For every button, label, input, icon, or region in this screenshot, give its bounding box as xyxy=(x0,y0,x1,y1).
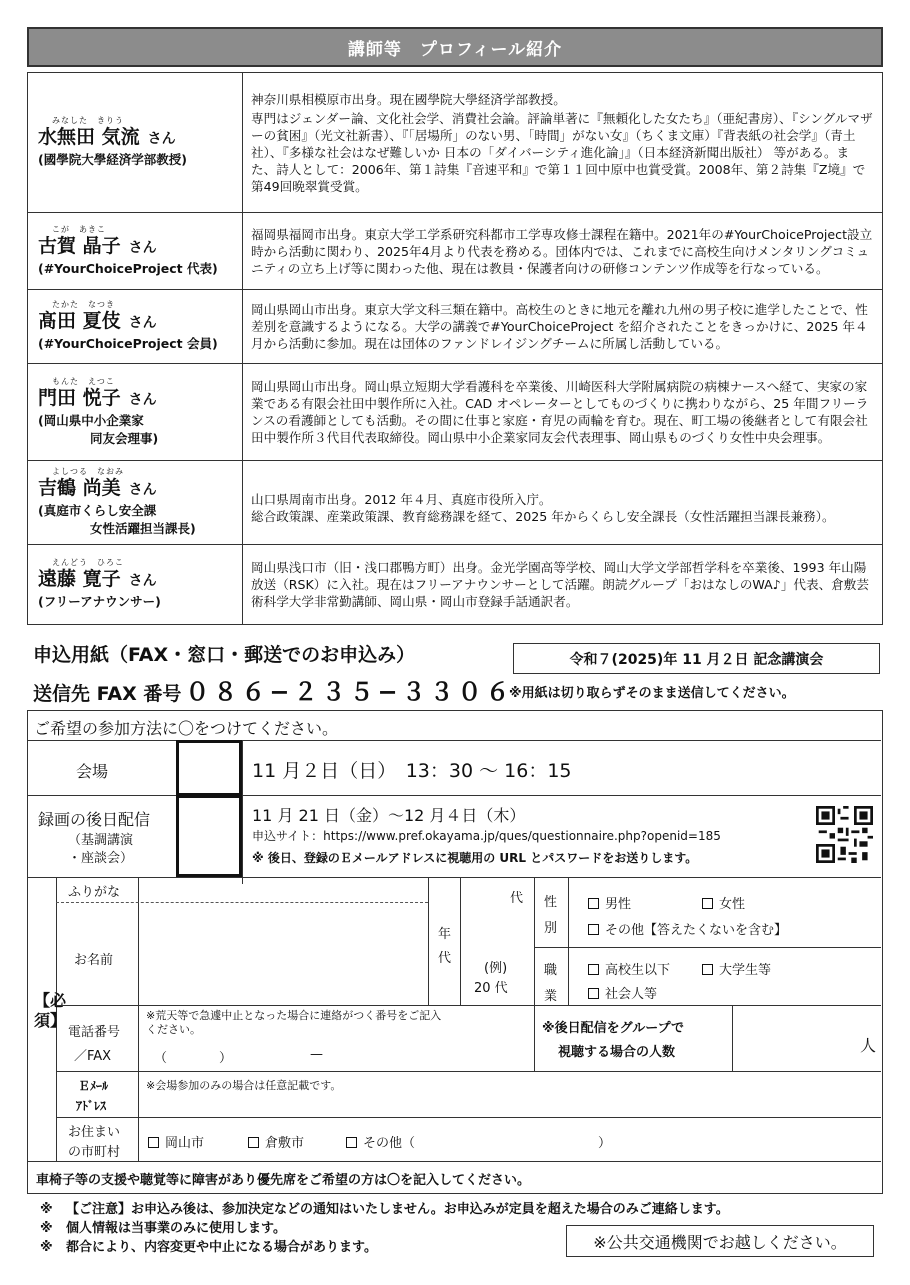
video-label: 録画の後日配信 xyxy=(38,810,151,829)
checkbox-icon xyxy=(148,1137,159,1148)
bio-paragraph: 岡山県岡山市出身。岡山県立短期大学看護科を卒業後、川崎医科大学附属病院の病棟ナースへ経て、実家の家業である有限会社田中製作所に入社。CAD オペレーターとしてものづくりに携わりながら、25 年間フリーランスの看護師としても活動。その間に仕事と家庭・育児の両輪を育む。現在、町工場の後継者として有限会社田中製作所３代目代表取締役。岡山県中小企業家同友会代表理事、岡山県ものづくり女性中央会理事。 xyxy=(251,379,869,445)
speaker-name: 遠藤 寛子 xyxy=(38,568,121,590)
phone-note: ※荒天等で急遽中止となった場合に連絡がつく番号をご記入ください。 xyxy=(146,1009,442,1036)
transit-notice: ※公共交通機関でお越しください。 xyxy=(566,1225,874,1257)
note-item: ※ 都合により、内容変更や中止になる場合があります。 xyxy=(40,1240,377,1255)
city-label: お住まい xyxy=(68,1125,121,1140)
video-checkbox[interactable] xyxy=(176,795,242,877)
profile-row xyxy=(28,364,883,461)
bio-paragraph: 総合政策課、産業政策課、教育総務課を経て、2025 年からくらし安全課長（女性活躍担当課長兼務）。 xyxy=(251,508,835,524)
phone-label: ／FAX xyxy=(74,1049,112,1064)
venue-label: 会場 xyxy=(76,762,109,781)
video-site-url[interactable]: 申込サイト：https://www.pref.okayama.jp/ques/questionnaire.php?openid=185 xyxy=(252,829,721,843)
fax-label: 送信先 FAX 番号 xyxy=(33,683,182,705)
speaker-ruby: えんどう ひろこ xyxy=(52,558,124,567)
job-option-highschool[interactable]: 高校生以下 xyxy=(588,959,670,978)
age-input[interactable] xyxy=(462,878,530,944)
speaker-ruby: たかた なつき xyxy=(52,300,115,309)
venue-datetime: 11 月２日（日） 13：30 〜 16：15 xyxy=(252,760,572,782)
speaker-ruby: みなした きりう xyxy=(52,116,124,125)
bio-paragraph: 岡山県岡山市出身。東京大学文科三類在籍中。高校生のときに地元を離れ九州の男子校に進学したことで、性差別を意識するようになる。大学の講義で#YourChoiceProject を紹介されたことをきっかけに、2025 年４月から活動に参加。現在は団体のファンドレイジングチームに所属し活動している。 xyxy=(251,302,868,351)
profile-section-header: 講師等 プロフィール紹介 xyxy=(27,27,883,67)
speaker-name-cell xyxy=(28,290,243,364)
name-input[interactable] xyxy=(140,904,426,1004)
speaker-ruby: よしつる なおみ xyxy=(52,467,124,476)
furigana-label: ふりがな xyxy=(68,885,121,900)
speaker-ruby: もんた えつこ xyxy=(52,376,115,386)
checkbox-icon xyxy=(588,924,599,935)
honorific: さん xyxy=(128,239,157,256)
name-label: お名前 xyxy=(74,953,114,968)
group-count-unit: 人 xyxy=(860,1036,877,1055)
honorific: さん xyxy=(147,131,176,147)
qr-code-icon xyxy=(816,806,873,863)
speaker-name-cell xyxy=(28,545,243,625)
job-label: 業 xyxy=(544,989,558,1004)
speaker-affiliation: (岡山県中小企業家 xyxy=(38,412,144,428)
checkbox-icon xyxy=(346,1137,357,1148)
city-option-other[interactable]: その他（ xyxy=(346,1132,415,1151)
honorific: さん xyxy=(128,482,157,498)
profile-row xyxy=(28,545,883,625)
venue-checkbox[interactable] xyxy=(176,740,242,796)
profile-row xyxy=(28,73,883,213)
group-count-input[interactable] xyxy=(734,1007,856,1069)
speaker-name: 水無田 気流 xyxy=(38,126,140,148)
age-label: 年 xyxy=(438,927,452,942)
bio-paragraph: 岡山県浅口市（旧・浅口郡鴨方町）出身。金光学園高等学校、岡山大学文学部哲学科を卒業後、1993 年山陽放送（RSK）に入社。現在はフリーアナウンサーとして活躍。朗読グループ「おはなしのWA♪」代表、倉敷芸術科学大学非常勤講師、岡山県・岡山市登録手話通訳者。 xyxy=(251,560,869,609)
speaker-name-cell xyxy=(28,461,243,545)
honorific: さん xyxy=(128,573,157,589)
checkbox-icon xyxy=(588,898,599,909)
profile-row xyxy=(28,290,883,364)
age-example: (例) xyxy=(484,961,508,976)
gender-label: 別 xyxy=(544,921,558,936)
speaker-bio xyxy=(243,364,883,461)
furigana-input[interactable] xyxy=(140,878,426,901)
job-option-working[interactable]: 社会人等 xyxy=(588,983,657,1002)
video-dates: 11 月 21 日（金）〜12 月４日（木） xyxy=(252,806,526,825)
send-note: ※用紙は切り取らずそのまま送信してください。 xyxy=(509,686,795,701)
gender-option-male[interactable]: 男性 xyxy=(588,893,631,912)
profile-row xyxy=(28,213,883,290)
age-example-value: 20 代 xyxy=(474,981,508,996)
city-other-close: ） xyxy=(598,1136,612,1151)
speaker-ruby: こが あきこ xyxy=(52,224,106,234)
checkbox-icon xyxy=(702,964,713,975)
video-sub: （基調講演 xyxy=(68,833,134,848)
fax-destination xyxy=(33,672,514,707)
speaker-name-cell xyxy=(28,213,243,290)
speaker-bio xyxy=(243,461,883,545)
checkbox-icon xyxy=(248,1137,259,1148)
gender-option-other[interactable]: その他【答えたくないを含む】 xyxy=(588,919,787,938)
bio-paragraph: 神奈川県相模原市出身。現在國學院大學経済学部教授。 xyxy=(251,91,566,107)
required-label: 【必須】 xyxy=(34,991,67,1030)
speaker-name-cell xyxy=(28,73,243,213)
phone-dash: — xyxy=(310,1047,323,1062)
speaker-affiliation: 同友会理事) xyxy=(90,430,159,446)
city-label: の市町村 xyxy=(68,1145,121,1160)
email-label: Ｅﾒｰﾙ xyxy=(78,1079,109,1093)
speaker-bio xyxy=(243,545,883,625)
event-name-box: 令和７(2025)年 11 月２日 記念講演会 xyxy=(513,643,880,674)
age-suffix: 代 xyxy=(510,891,524,906)
form-instruction: ご希望の参加方法に〇をつけてください。 xyxy=(34,719,339,738)
speaker-name: 古賀 晶子 xyxy=(38,234,121,257)
speaker-bio xyxy=(243,290,883,364)
gender-option-female[interactable]: 女性 xyxy=(702,893,745,912)
bio-paragraph: 山口県周南市出身。2012 年４月、真庭市役所入庁。 xyxy=(251,491,552,507)
speaker-affiliation: (#YourChoiceProject 代表) xyxy=(38,260,218,276)
honorific: さん xyxy=(128,315,157,331)
speaker-affiliation: (國學院大學経済学部教授) xyxy=(38,152,187,167)
speaker-name: 門田 悦子 xyxy=(38,386,121,409)
phone-area-code[interactable]: （ ） xyxy=(154,1051,233,1066)
checkbox-icon xyxy=(588,988,599,999)
application-form xyxy=(27,710,883,1194)
note-item: ※ 個人情報は当事業のみに使用します。 xyxy=(40,1221,286,1236)
bio-paragraph: 福岡県福岡市出身。東京大学工学系研究科都市工学専攻修士課程在籍中。2021年の#YourChoiceProject設立時から活動に関わり、2025年4月より代表を務める。団体内では、これまでに高校生向けメンタリングコミュニティの立ち上げ等に関わった他、現在は教員・保護者向けの研修コンテンツ作成等を行なっている。 xyxy=(251,226,873,276)
speaker-name: 吉鶴 尚美 xyxy=(38,477,121,499)
speaker-bio xyxy=(243,213,883,290)
email-label: ｱﾄﾞﾚｽ xyxy=(76,1099,107,1113)
group-viewing-label: 視聴する場合の人数 xyxy=(558,1045,676,1060)
speaker-affiliation: 女性活躍担当課長) xyxy=(90,521,196,536)
video-note: ※ 後日、登録のＥメールアドレスに視聴用の URL とパスワードをお送りします。 xyxy=(252,851,698,865)
fax-number: ０８６−２３５−３３０６ xyxy=(185,678,514,706)
speaker-name-cell xyxy=(28,364,243,461)
job-label: 職 xyxy=(544,963,558,978)
speaker-affiliation: (#YourChoiceProject 会員) xyxy=(38,336,218,351)
honorific: さん xyxy=(128,391,157,408)
speaker-profile-table xyxy=(27,72,883,625)
speaker-bio xyxy=(243,73,883,213)
city-option-kurashiki[interactable]: 倉敷市 xyxy=(248,1132,304,1151)
checkbox-icon xyxy=(702,898,713,909)
email-input[interactable] xyxy=(140,1093,880,1115)
speaker-name: 髙田 夏伎 xyxy=(38,310,121,332)
phone-label: 電話番号 xyxy=(68,1025,121,1040)
profile-row xyxy=(28,461,883,545)
group-viewing-label: ※後日配信をグループで xyxy=(542,1021,684,1036)
speaker-affiliation: (フリーアナウンサー) xyxy=(38,594,161,609)
gender-label: 性 xyxy=(544,895,558,910)
note-item: ※ 【ご注意】お申込み後は、参加決定などの通知はいたしません。お申込みが定員を超えた場合のみご連絡します。 xyxy=(40,1202,729,1217)
video-sub: ・座談会） xyxy=(68,851,134,866)
bio-paragraph: 専門はジェンダー論、文化社会学、消費社会論。評論単著に『無頼化した女たち』（亜紀書房）、『シングルマザーの貧困』（光文社新書）、『「居場所」のない男、「時間」がない女』（ちくま文庫）『背表紙の社会学』（青土社）、『多様な社会はなぜ難しいか 日本の「ダイバーシティ進化論」』（日本経済新聞出版社） 等がある。また、詩人として：2006年、第１詩集『音速平和』で第１１回中原中也賞受賞。2008年、第２詩集『Z境』で第49回晩翠賞受賞。 xyxy=(251,110,873,194)
age-label: 代 xyxy=(438,951,452,966)
form-title: 申込用紙（FAX・窓口・郵送でのお申込み） xyxy=(33,644,416,666)
speaker-affiliation: (真庭市くらし安全課 xyxy=(38,503,157,518)
job-option-university[interactable]: 大学生等 xyxy=(702,959,771,978)
checkbox-icon xyxy=(588,964,599,975)
email-note: ※会場参加のみの場合は任意記載です。 xyxy=(146,1079,342,1092)
wheelchair-note: 車椅子等の支援や聴覚等に障害があり優先席をご希望の方は〇を記入してください。 xyxy=(36,1173,531,1188)
city-option-okayama[interactable]: 岡山市 xyxy=(148,1132,204,1151)
